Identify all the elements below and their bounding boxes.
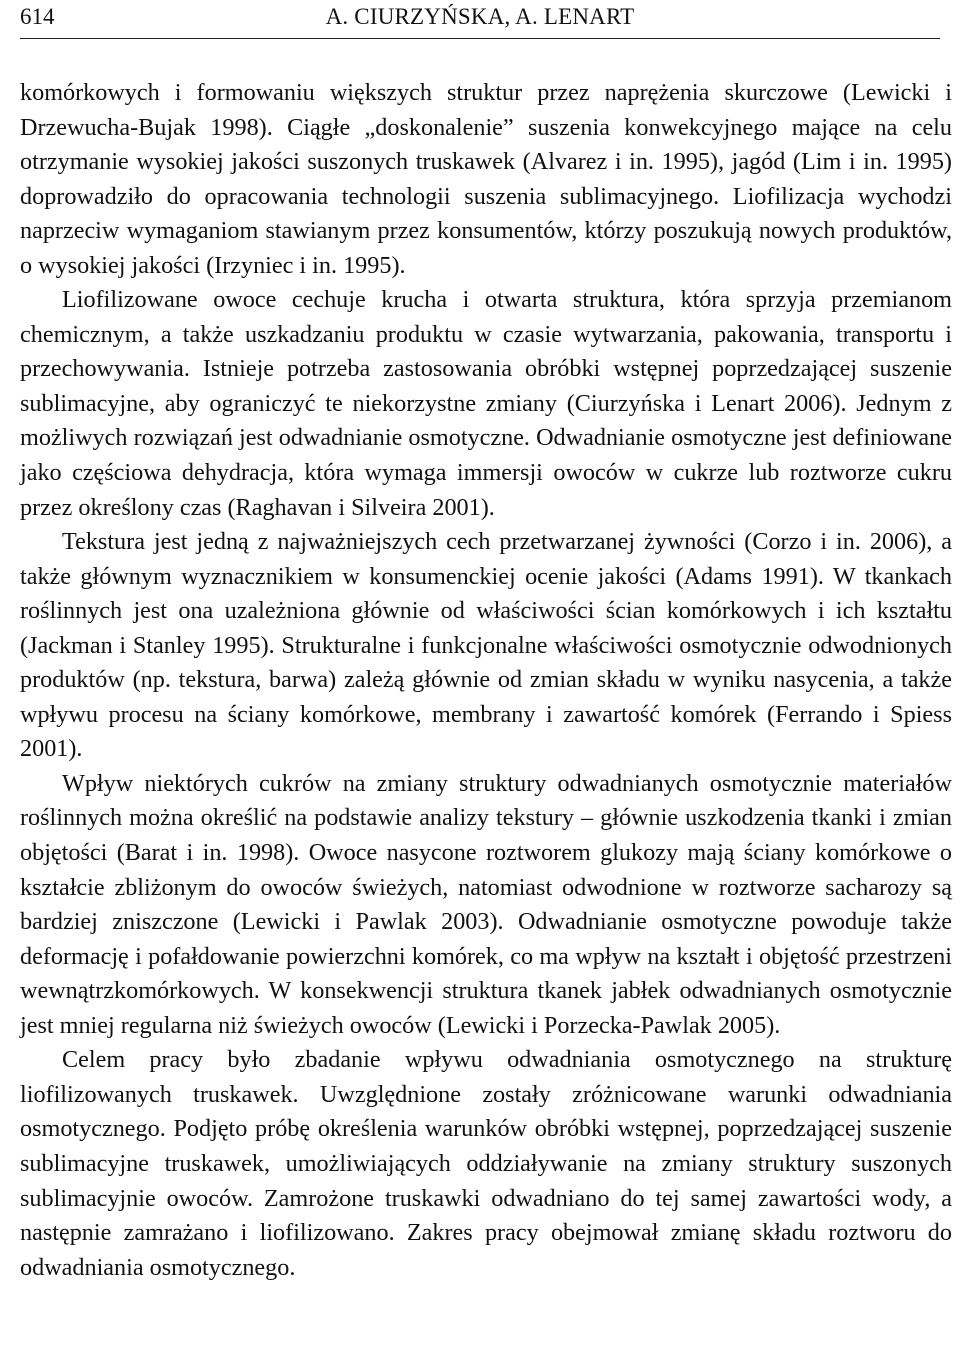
paragraph: Tekstura jest jedną z najważniejszych cech przetwarzanej żywności (Corzo i in. 2006), a także głównym wyznacznikiem w konsumenckiej ocenie jakości (Adams 1991). W tkankach roślinnych jest ona uzależniona głównie od właściwości ścian komórkowych i ich kształtu (Jackman i Stanley 1995). Strukturalne i funkcjonalne właściwości osmotycznie odwodnionych produktów (np. tekstura, barwa) zależą głównie od zmian składu w wyniku nasycenia, a także wpływu procesu na ściany komórkowe, membrany i zawartość komórek (Ferrando i Spiess 2001).: [20, 528, 952, 763]
paragraph: Liofilizowane owoce cechuje krucha i otwarta struktura, która sprzyja przemianom chemicznym, a także uszkadzaniu produktu w czasie wytwarzania, pakowania, transportu i przechowywania. Istnieje potrzeba zastosowania obróbki wstępnej poprzedzającej suszenie sublimacyjne, aby ograniczyć te niekorzystne zmiany (Ciurzyńska i Lenart 2006). Jednym z możliwych rozwiązań jest odwadnianie osmotyczne. Odwadnianie osmotyczne jest definiowane jako częściowa dehydracja, która wymaga immersji owoców w cukrze lub roztworze cukru przez określony czas (Raghavan i Silveira 2001).: [20, 286, 952, 521]
paragraph-continued: komórkowych i formowaniu większych struktur przez naprężenia skurczowe (Lewicki i Drzewucha-Bujak 1998). Ciągłe „doskonalenie” suszenia konwekcyjnego mające na celu otrzymanie wysokiej jakości suszonych truskawek (Alvarez i in. 1995), jagód (Lim i in. 1995) doprowadziło do opracowania technologii suszenia sublimacyjnego. Liofilizacja wychodzi naprzeciw wymaganiom stawianym przez konsumentów, którzy poszukują nowych produktów, o wysokiej jakości (Irzyniec i in. 1995).: [20, 79, 952, 279]
article-body: [20, 76, 952, 1285]
running-head-authors: A. CIURZYŃSKA, A. LENART: [325, 4, 635, 29]
paragraph: Wpływ niektórych cukrów na zmiany struktury odwadnianych osmotycznie materiałów roślinnych można określić na podstawie analizy tekstury – głównie uszkodzenia tkanki i zmian objętości (Barat i in. 1998). Owoce nasycone roztworem glukozy mają ściany komórkowe o kształcie zbliżonym do owoców świeżych, natomiast odwodnione w roztworze sacharozy są bardziej zniszczone (Lewicki i Pawlak 2003). Odwadnianie osmotyczne powoduje także deformację i pofałdowanie powierzchni komórek, co ma wpływ na kształt i objętość przestrzeni wewnątrzkomórkowych. W konsekwencji struktura tkanek jabłek odwadnianych osmotycznie jest mniej regularna niż świeżych owoców (Lewicki i Porzecka-Pawlak 2005).: [20, 769, 952, 1039]
paragraph: Celem pracy było zbadanie wpływu odwadniania osmotycznego na strukturę liofilizowanych truskawek. Uwzględnione zostały zróżnicowane warunki odwadniania osmotycznego. Podjęto próbę określenia warunków obróbki wstępnej, poprzedzającej suszenie sublimacyjne truskawek, umożliwiających oddziaływanie na zmiany struktury suszonych sublimacyjnie owoców. Zamrożone truskawki odwadniano do tej samej zawartości wody, a następnie zamrażano i liofilizowano. Zakres pracy obejmował zmianę składu roztworu do odwadniania osmotycznego.: [20, 1046, 952, 1281]
page-number: 614: [20, 4, 55, 29]
page-header: [20, 0, 940, 39]
